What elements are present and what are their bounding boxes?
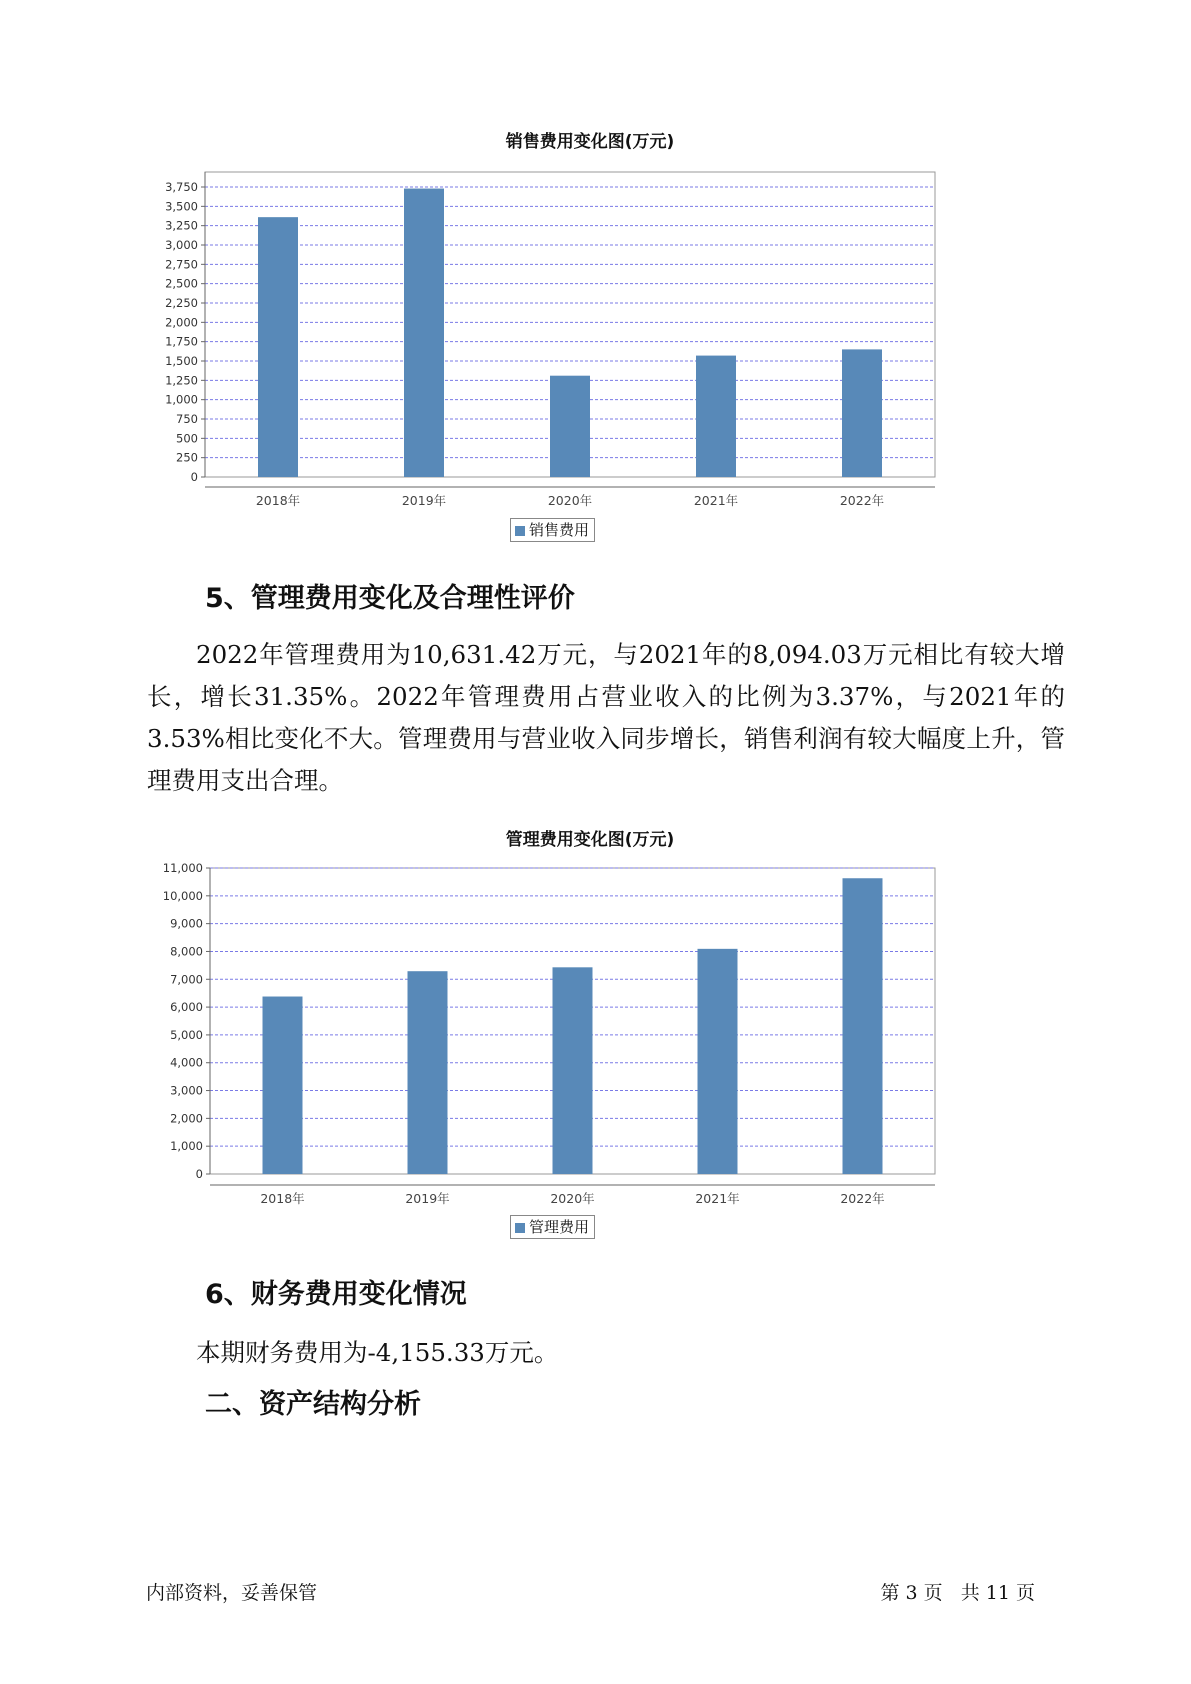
- y-tick-label: 3,500: [165, 199, 198, 214]
- x-tick-label: 2021年: [695, 1191, 740, 1206]
- sales-expense-chart: [150, 130, 1030, 550]
- chart-title: 管理费用变化图(万元): [505, 830, 675, 850]
- y-tick-label: 1,250: [165, 373, 198, 388]
- y-tick-label: 1,000: [165, 392, 198, 407]
- bar: [258, 217, 298, 477]
- bar: [408, 971, 448, 1174]
- section-asset-heading: 二、资产结构分析: [205, 1389, 421, 1420]
- admin-expense-chart: [150, 828, 1030, 1248]
- x-tick-label: 2018年: [260, 1191, 305, 1206]
- bar: [842, 349, 882, 477]
- y-tick-label: 750: [176, 412, 198, 426]
- legend-label: 销售费用: [529, 521, 590, 539]
- section-5-heading: 5、管理费用变化及合理性评价: [205, 583, 575, 614]
- legend-swatch: [515, 526, 525, 536]
- bar: [843, 878, 883, 1174]
- y-tick-label: 11,000: [162, 862, 203, 875]
- y-tick-label: 500: [176, 431, 198, 446]
- chart-title: 销售费用变化图(万元): [505, 132, 675, 152]
- x-tick-label: 2022年: [839, 493, 885, 508]
- sales-expense-plot: [150, 166, 1030, 526]
- y-tick-label: 1,750: [165, 334, 198, 349]
- x-tick-label: 2019年: [401, 493, 447, 508]
- x-tick-label: 2019年: [405, 1191, 450, 1206]
- y-tick-label: 250: [176, 450, 198, 465]
- bar: [698, 949, 738, 1174]
- chart-legend: [510, 1215, 595, 1239]
- y-tick-label: 3,250: [165, 218, 198, 233]
- bar: [404, 189, 444, 477]
- y-tick-label: 1,500: [165, 354, 198, 368]
- y-tick-label: 2,000: [170, 1111, 203, 1126]
- y-tick-label: 4,000: [170, 1055, 203, 1070]
- y-tick-label: 6,000: [170, 1000, 203, 1015]
- chart-legend: [510, 518, 595, 542]
- y-tick-label: 3,750: [165, 180, 198, 194]
- legend-label: 管理费用: [529, 1218, 590, 1236]
- y-tick-label: 3,000: [165, 238, 198, 252]
- x-tick-label: 2018年: [255, 493, 301, 508]
- bar: [263, 997, 303, 1174]
- y-tick-label: 10,000: [162, 888, 203, 903]
- y-tick-label: 2,000: [165, 315, 198, 330]
- y-tick-label: 7,000: [170, 972, 203, 987]
- legend-swatch: [515, 1223, 525, 1233]
- x-tick-label: 2020年: [547, 493, 593, 508]
- x-tick-label: 2020年: [550, 1191, 595, 1206]
- section-6-heading: 6、财务费用变化情况: [205, 1279, 467, 1310]
- bar: [553, 967, 593, 1174]
- y-tick-label: 0: [190, 470, 198, 484]
- y-tick-label: 2,500: [165, 276, 198, 291]
- y-tick-label: 1,000: [170, 1139, 203, 1154]
- y-tick-label: 0: [195, 1167, 203, 1181]
- y-tick-label: 2,750: [165, 257, 198, 272]
- section-5-paragraph: 2022年管理费用为10,631.42万元，与2021年的8,094.03万元相比有较大增长，增长31.35%。2022年管理费用占营业收入的比例为3.37%，与2021年的3.53%相比变化不大。管理费用与营业收入同步增长，销售利润有较大幅度上升，管理费用支出合理。: [147, 640, 1065, 795]
- footer-confidential-note: 内部资料，妥善保管: [146, 1582, 318, 1604]
- x-tick-label: 2021年: [693, 493, 739, 508]
- y-tick-label: 3,000: [170, 1083, 203, 1098]
- bar: [696, 356, 736, 477]
- y-tick-label: 8,000: [170, 944, 203, 959]
- x-tick-label: 2022年: [840, 1191, 885, 1206]
- section-6-paragraph: 本期财务费用为-4,155.33万元。: [196, 1338, 559, 1367]
- y-tick-label: 9,000: [170, 916, 203, 931]
- y-tick-label: 2,250: [165, 296, 198, 310]
- y-tick-label: 5,000: [170, 1027, 203, 1042]
- footer-page-number: 第 3 页 共 11 页: [880, 1582, 1035, 1604]
- admin-expense-plot: [150, 862, 1030, 1232]
- bar: [550, 376, 590, 477]
